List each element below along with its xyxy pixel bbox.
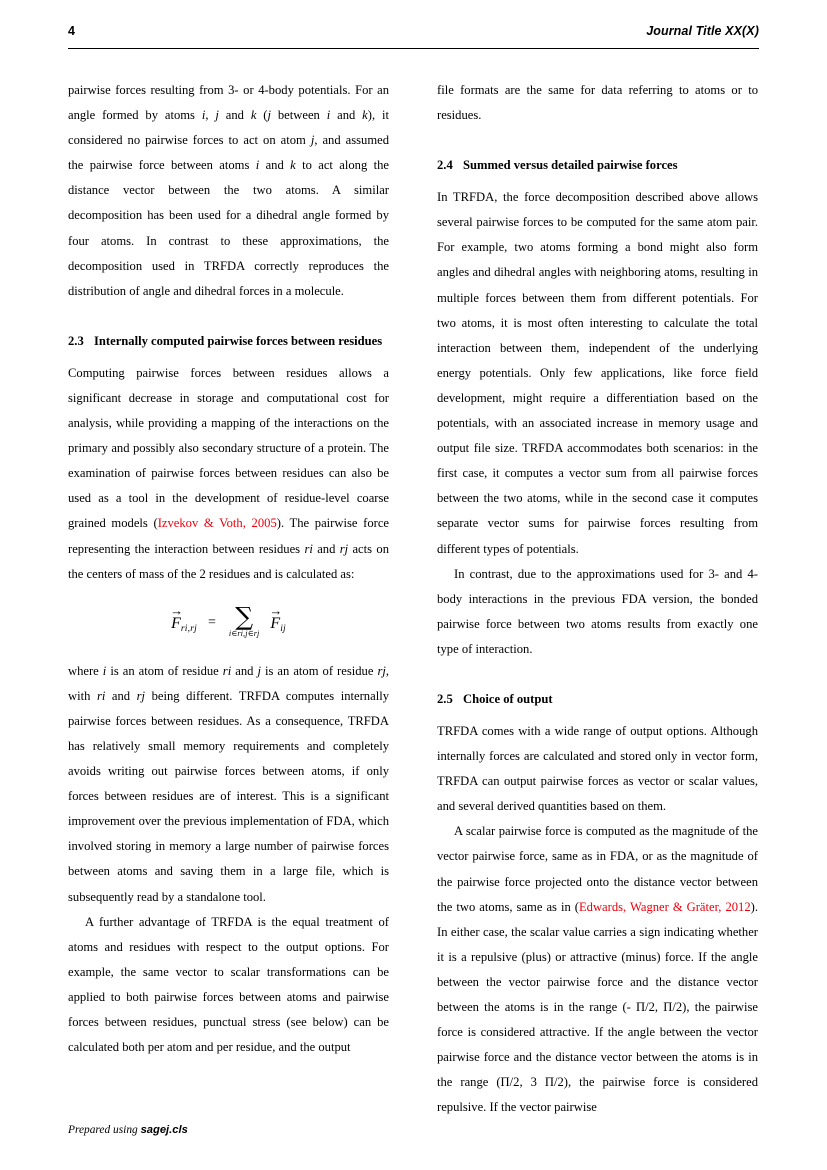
left-column <box>68 78 389 1100</box>
footer-class-file: sagej.cls <box>140 1124 188 1136</box>
two-column-body <box>68 78 759 1115</box>
display-equation <box>68 587 389 659</box>
paragraph-text-part-a: A scalar pairwise force is computed as the magnitude of the vector pairwise force, same as in FDA, or as the magnitude of the pairwise force projected onto the distance vector between the two atoms, same as in ( <box>437 824 758 914</box>
section-title: Choice of output <box>463 691 553 706</box>
equation-relation: = <box>207 614 216 630</box>
section-heading-2-5 <box>437 689 758 710</box>
paragraph-text-part-a: Computing pairwise forces between residues allows a significant decrease in storage and computational cost for analysis, while providing a mapping of the interactions on the primary and possibly also secondary structure of a protein. The examination of pairwise forces between residues can also be used as a tool in the development of residue-level coarse grained models ( <box>68 365 389 531</box>
section-spacer-below <box>437 710 758 719</box>
citation-link-edwards-wagner-grater[interactable]: Edwards, Wagner & Gräter, 2012 <box>578 899 751 914</box>
journal-title: Journal Title XX(X) <box>646 24 759 38</box>
paragraph-output-options: TRFDA comes with a wide range of output options. Although internally forces are calculated and stored only in vector form, TRFDA can output pairwise forces as vector or scalar values, and several derived quantities based on them. <box>437 723 758 814</box>
equation-expression <box>170 602 286 639</box>
paragraph-text-part-b: ). In either case, the scalar value carries a sign indicating whether it is a repulsive (plus) or attractive (minus) force. If the angle between the vector pairwise force and the distance vector between the atoms is in the range (- Π/2, Π/2), the pairwise force is considered attractive. If the angle between the vector pairwise force and the distance vector between the atoms is in the range (Π/2, 3 Π/2), the pairwise force is considered repulsive. If the vector pairwise <box>437 899 758 1115</box>
paragraph-text-part-b: ). The pairwise force representing the interaction between residues ri and rj acts on the centers of mass of the 2 residues and is calculated as: <box>68 516 389 581</box>
equation-rhs-symbol: F <box>270 614 281 632</box>
section-spacer-below <box>68 352 389 361</box>
section-heading-2-4 <box>437 155 758 176</box>
citation-link-izvekov-voth[interactable]: Izvekov & Voth, 2005 <box>157 516 277 531</box>
equation-rhs-subscript: ij <box>280 623 286 634</box>
equation-lhs-subscript: ri,rj <box>180 623 197 634</box>
summation-operator <box>228 602 260 639</box>
vector-arrow-icon: → <box>170 602 184 618</box>
section-number: 2.3 <box>68 333 84 348</box>
paragraph-file-formats: file formats are the same for data referring to atoms or to residues. <box>437 83 758 123</box>
section-title: Summed versus detailed pairwise forces <box>463 158 678 173</box>
section-heading-2-3 <box>68 331 389 352</box>
equation-lhs-symbol: F <box>171 614 181 632</box>
paragraph-continuation: pairwise forces resulting from 3- or 4-body potentials. For an angle formed by atoms i, j and k (j between i and k), it considered no pairwise forces to act on atom j, and assumed the pairwise force between atoms i and k to act along the distance vector between the two atoms. A similar decomposition has been used for a dihedral angle formed by four atoms. In contrast to these approximations, the decomposition used in TRFDA correctly reproduces the distribution of angle and dihedral forces in a molecule. <box>68 83 390 298</box>
equation-rhs-vector <box>269 602 286 634</box>
paragraph-in-contrast: In contrast, due to the approximations used for 3- and 4-body interactions in the previous FDA version, the bonded pairwise force between two atoms results from exactly one type of interaction. <box>437 566 758 656</box>
summation-limits: i∈ri,j∈rj <box>228 629 260 639</box>
section-spacer-above <box>68 304 389 331</box>
section-number: 2.4 <box>437 158 453 173</box>
right-column <box>437 78 758 1115</box>
header-rule <box>68 48 759 49</box>
section-number: 2.5 <box>437 691 453 706</box>
paragraph-where-definition: where i is an atom of residue ri and j is an atom of residue rj, with ri and rj being different. TRFDA computes internally pairwise forces between residues. As a consequence, TRFDA has relatively small memory requirements and completely avoids writing out pairwise forces between atoms, if only forces between residues are of interest. This is a significant improvement over the previous implementation of FDA, which involved storing in memory a large number of pairwise forces between atoms and saving them in a large file, which is subsequently read by a standalone tool. <box>68 663 390 904</box>
section-spacer-below <box>437 176 758 185</box>
running-head <box>68 24 759 38</box>
equation-lhs-vector <box>170 602 197 634</box>
sigma-icon: ∑ <box>235 602 254 632</box>
vector-arrow-icon: → <box>269 602 283 618</box>
paragraph-scalar-pairwise-force <box>437 819 758 1120</box>
footer-prepared-text: Prepared using <box>68 1124 141 1136</box>
section-title: Internally computed pairwise forces between residues <box>94 333 383 348</box>
paragraph-residue-forces <box>68 361 389 587</box>
page-footer <box>68 1124 188 1136</box>
paragraph-summed-vs-detailed: In TRFDA, the force decomposition described above allows several pairwise forces to be computed for the same atom pair. For example, two atoms forming a bond might also form angles and dihedral angles with neighboring atoms, resulting in multiple forces between them from different potentials. For two atoms, it is most often interesting to calculate the total interaction between them, independent of the underlying energy potentials. Only few applications, like force field development, might require a differentiation based on the potentials, with an associated increase in memory usage and output file size. TRFDA accommodates both scenarios: in the first case, it computes a vector sum from all pairwise forces between the two atoms, while in the second case it computes separate vector sums for pairwise forces resulting from different types of potentials. <box>437 190 758 556</box>
section-spacer-above <box>437 662 758 689</box>
section-spacer-above <box>437 128 758 155</box>
paragraph-further-advantage: A further advantage of TRFDA is the equal treatment of atoms and residues with respect to the output options. For example, the same vector to scalar transformations can be applied to both pairwise forces between atoms and pairwise forces between residues, punctual stress (see below) can be calculated both per atom and per residue, and the output <box>68 914 389 1055</box>
page-number: 4 <box>68 24 76 38</box>
